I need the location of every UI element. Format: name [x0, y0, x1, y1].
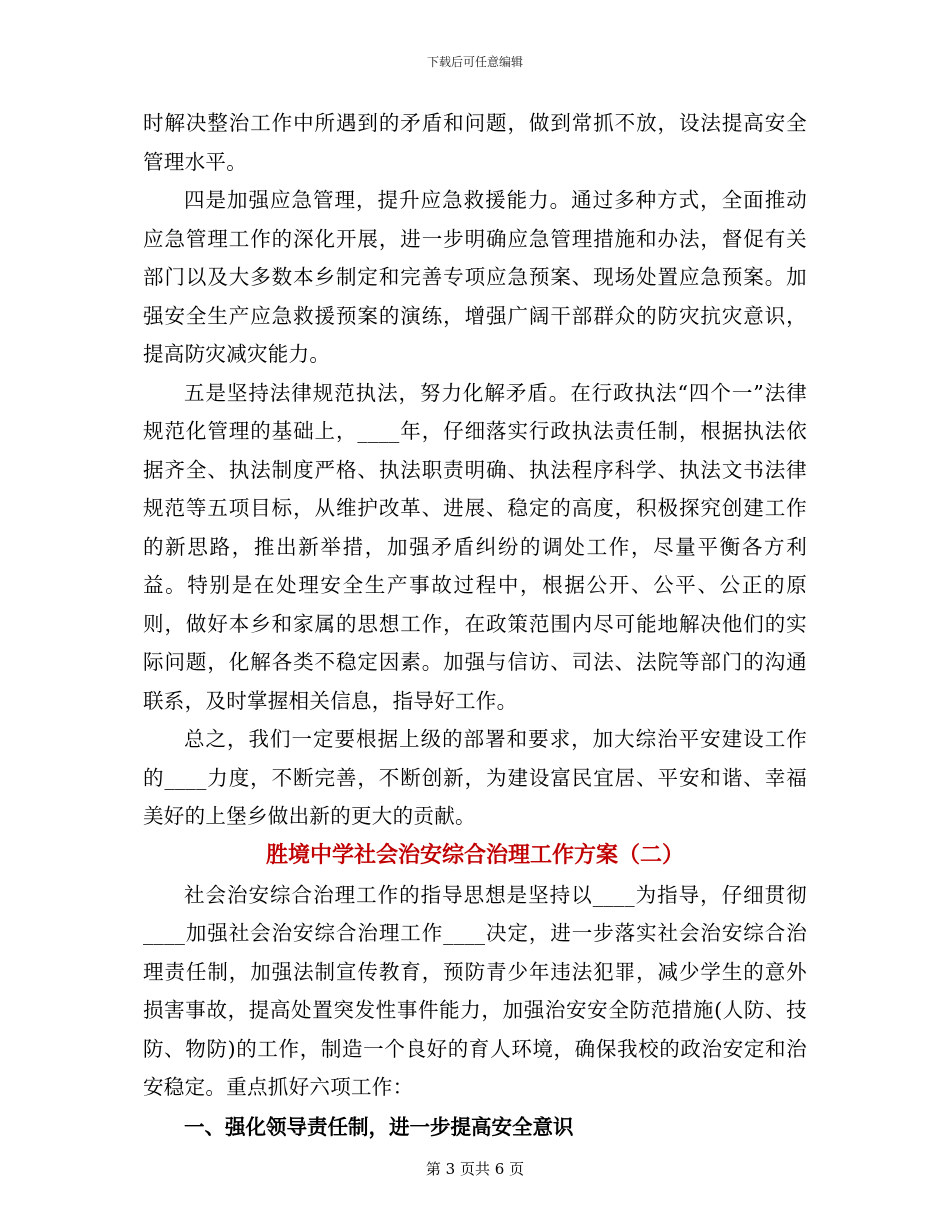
paragraph-law-enforcement: 五是坚持法律规范执法，努力化解矛盾。在行政执法“四个一”法律规范化管理的基础上，____年，仔细落实行政执法责任制，根据执法依据齐全、执法制度严格、执法职责明确、执法程序科学、执法文书法律规范等五项目标，从维护改革、进展、稳定的高度，积极探究创建工作的新思路，推出新举措，加强矛盾纠纷的调处工作，尽量平衡各方利益。特别是在处理安全生产事故过程中，根据公开、公平、公正的原则，做好本乡和家属的思想工作，在政策范围内尽可能地解决他们的实际问题，化解各类不稳定因素。加强与信访、司法、法院等部门的沟通联系，及时掌握相关信息，指导好工作。: [143, 380, 807, 713]
section-title: 胜境中学社会治安综合治理工作方案（二）: [265, 842, 684, 868]
section-heading-1: 一、强化领导责任制，进一步提高安全意识: [184, 1114, 574, 1139]
page-header-note: 下载后可任意编辑: [426, 55, 523, 69]
page-number-footer: 第 3 页共 6 页: [425, 1160, 525, 1178]
document-body: [143, 104, 807, 1147]
paragraph-conclusion: 总之，我们一定要根据上级的部署和要求，加大综治平安建设工作的____力度，不断完善，不断创新，为建设富民宜居、平安和谐、幸福美好的上堡乡做出新的更大的贡献。: [143, 727, 807, 828]
paragraph-emergency-management: 四是加强应急管理，提升应急救援能力。通过多种方式，全面推动应急管理工作的深化开展，进一步明确应急管理措施和办法，督促有关部门以及大多数本乡制定和完善专项应急预案、现场处置应急预案。加强安全生产应急救援预案的演练，增强广阔干部群众的防灾抗灾意识，提高防灾减灾能力。: [143, 188, 807, 366]
paragraph-continuation: 时解决整治工作中所遇到的矛盾和问题，做到常抓不放，设法提高安全管理水平。: [143, 111, 807, 174]
paragraph-guiding-principle: 社会治安综合治理工作的指导思想是坚持以____为指导，仔细贯彻____加强社会治安综合治理工作____决定，进一步落实社会治安综合治理责任制，加强法制宣传教育，预防青少年违法犯罪，减少学生的意外损害事故，提高处置突发性事件能力，加强治安安全防范措施(人防、技防、物防)的工作，制造一个良好的育人环境，确保我校的政治安定和治安稳定。重点抓好六项工作：: [143, 882, 807, 1099]
